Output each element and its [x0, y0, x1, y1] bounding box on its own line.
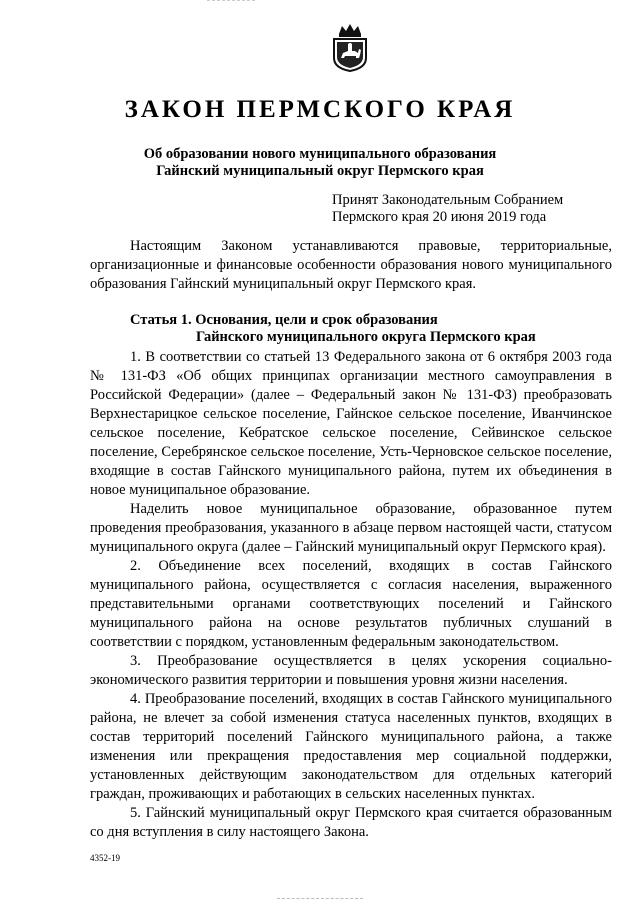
- paragraph-3: 3. Преобразование осуществляется в целях ускорения социально-экономического развития территории и повышения уровня жизни населения.: [90, 653, 612, 688]
- law-title: ЗАКОН ПЕРМСКОГО КРАЯ: [124, 96, 516, 123]
- document-code: 4352-19: [90, 853, 120, 863]
- scan-bottom-mark: [277, 898, 363, 902]
- coat-of-arms-icon: [331, 22, 369, 72]
- law-subtitle: [0, 146, 640, 180]
- paragraph-1: 1. В соответствии со статьей 13 Федерального закона от 6 октября 2003 года № 131-ФЗ «Об общих принципах организации местного самоуправления в Российской Федерации» (далее – Федеральный закон № 131-ФЗ) преобразовать Верхнестарицкое сельское поселение, Гайнское сельское поселение, Иванчинское сельское поселение, Кебратское сельское поселение, Сейвинское сельское поселение, Серебрянское сельское поселение, Усть-Черновское сельское поселение, входящие в состав Гайнского муниципального района, путем их объединения в новое муниципальное образование.: [90, 349, 612, 498]
- adoption-line-1: Принят Законодательным Собранием: [332, 192, 564, 208]
- preamble: [90, 237, 612, 294]
- paragraph-5: 5. Гайнский муниципальный округ Пермского края считается образованным со дня вступления в силу настоящего Закона.: [90, 805, 612, 840]
- adoption-note: [332, 192, 563, 226]
- subtitle-line-1: Об образовании нового муниципального образования: [143, 146, 497, 162]
- paragraph-2: 2. Объединение всех поселений, входящих в состав Гайнского муниципального района, осуществляется с согласия населения, выраженного представительными органами соответствующих поселений и Гайнского муниципального района на основе результатов публичных слушаний в соответствии с порядком, установленным федеральным законодательством.: [90, 558, 612, 650]
- paragraph-4: 4. Преобразование поселений, входящих в состав Гайнского муниципального района, не влечет за собой изменения статуса населенных пунктов, входящих в состав территорий поселений Гайнского муниципального района, а также изменения или прекращения предоставления мер социальной поддержки, установленных действующим законодательством для отдельных категорий граждан, проживающих и работающих в сельских населенных пунктах.: [90, 691, 612, 802]
- article-heading-line-2: Гайнского муниципального округа Пермского края: [196, 329, 536, 345]
- article-1-heading: [130, 312, 536, 346]
- subtitle-line-2: Гайнский муниципальный округ Пермского края: [156, 163, 484, 179]
- article-heading-line-1: Статья 1. Основания, цели и срок образования: [130, 312, 438, 328]
- adoption-line-2: Пермского края 20 июня 2019 года: [332, 209, 547, 225]
- preamble-text: Настоящим Законом устанавливаются правовые, территориальные, организационные и финансовые особенности образования нового муниципального образования Гайнский муниципальный округ Пермского края.: [90, 238, 612, 292]
- scan-top-mark: [207, 0, 255, 3]
- article-1-body: [90, 348, 612, 842]
- paragraph-1-extra: Наделить новое муниципальное образование, образованное путем проведения преобразования, указанного в абзаце первом настоящей части, статусом муниципального округа (далее – Гайнский муниципальный округ Пермского края).: [90, 501, 612, 555]
